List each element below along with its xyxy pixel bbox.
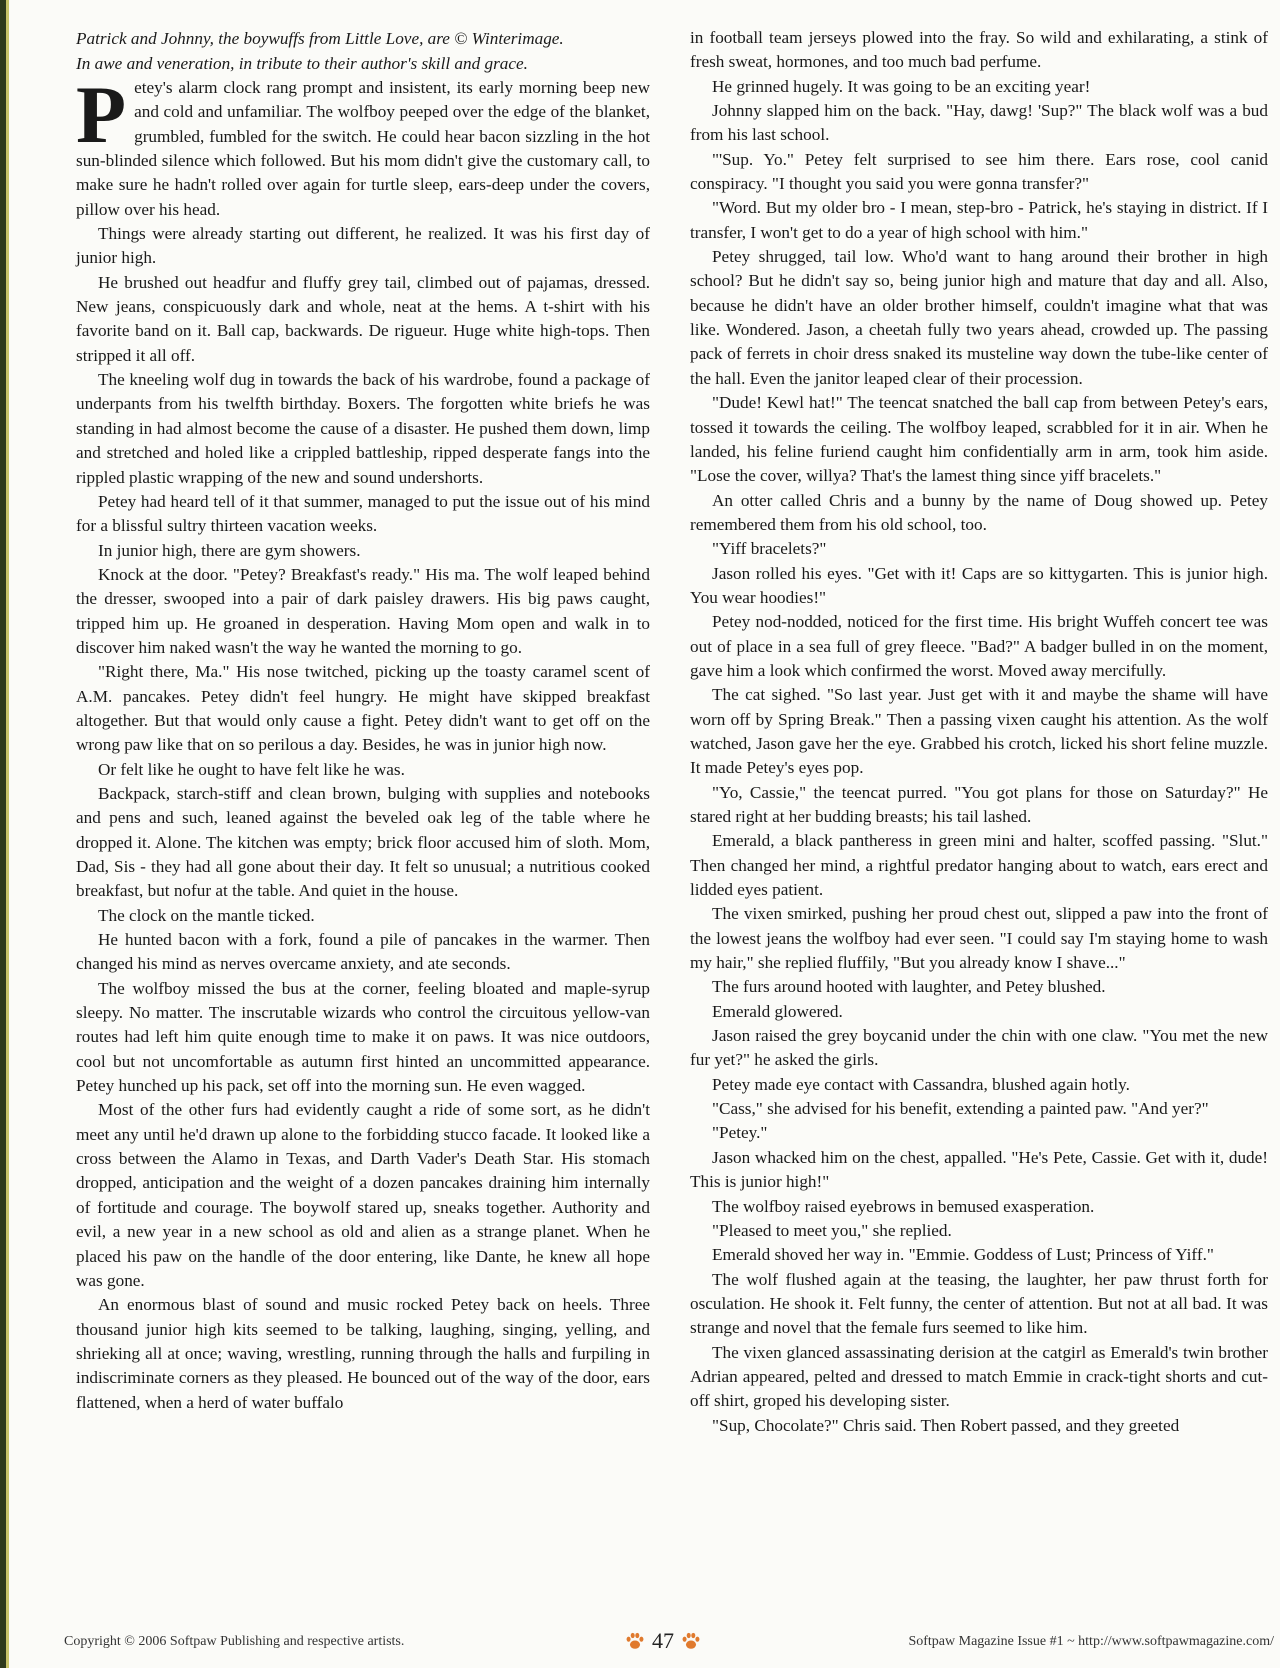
paw-print-icon bbox=[680, 1630, 702, 1652]
paragraph: An otter called Chris and a bunny by the name of Doug showed up. Petey remembered them from his old school, too. bbox=[690, 490, 1268, 534]
paragraph: Petey shrugged, tail low. Who'd want to hang around their brother in high school? But he didn't say so, being junior high and mature that day and all. Also, because he didn't have an older brother himself, couldn't imagine what that was like. Wondered. Jason, a cheetah fully two years ahead, crowded up. The passing pack of ferrets in choir dress snaked its musteline way down the tube-like center of the hall. Even the janitor leaped clear of their procession. bbox=[690, 247, 1268, 388]
right-column-paragraphs bbox=[690, 26, 1268, 1438]
left-column-paragraphs bbox=[76, 222, 650, 1415]
paragraph: Petey had heard tell of it that summer, managed to put the issue out of his mind for a blissful sultry thirteen vacation weeks. bbox=[76, 491, 650, 536]
paragraph: Jason raised the grey boycanid under the chin with one claw. "You met the new fur yet?" he asked the girls. bbox=[690, 1026, 1268, 1070]
left-column bbox=[76, 26, 650, 1415]
dedication bbox=[76, 26, 650, 76]
paragraph: "Petey." bbox=[712, 1123, 768, 1143]
paragraph: The wolfboy raised eyebrows in bemused exasperation. bbox=[712, 1196, 1095, 1216]
paragraph: He brushed out headfur and fluffy grey tail, climbed out of pajamas, dressed. New jeans, conspicuously dark and whole, neat at the hems. A t-shirt with his favorite band on it. Ball cap, backwards. De rigueur. Huge white high-tops. Then stripped it all off. bbox=[76, 272, 650, 365]
paragraph: Most of the other furs had evidently caught a ride of some sort, as he didn't meet any until he'd drawn up alone to the forbidding stucco facade. It looked like a cross between the Alamo in Texas, and Darth Vader's Death Star. His stomach dropped, anticipation and the weight of a dozen pancakes draining him internally of fortitude and courage. The boywolf stared up, sneaks together. Authority and evil, a new year in a new school as old and alien as a strange planet. When he placed his paw on the handle of the door entering, like Dante, he knew all hope was gone. bbox=[76, 1100, 650, 1290]
paragraph: An enormous blast of sound and music rocked Petey back on heels. Three thousand junior high kits seemed to be talking, laughing, singing, yelling, and shrieking all at once; waving, wrestling, running through the halls and furpiling in indiscriminate corners as they pleased. He bounced out of the way of the door, ears flattened, when a herd of water buffalo bbox=[76, 1295, 650, 1412]
paragraph: Jason whacked him on the chest, appalled. "He's Pete, Cassie. Get with it, dude! This is junior high!" bbox=[690, 1147, 1268, 1192]
paragraph: Petey made eye contact with Cassandra, blushed again hotly. bbox=[712, 1074, 1130, 1094]
issue-info: Softpaw Magazine Issue #1 ~ http://www.softpawmagazine.com/ bbox=[908, 1634, 1274, 1649]
drop-cap: P bbox=[76, 69, 127, 160]
paragraph: The furs around hooted with laughter, and Petey blushed. bbox=[712, 977, 1106, 997]
paragraph: The cat sighed. "So last year. Just get with it and maybe the shame will have worn off by Spring Break." Then a passing vixen caught his attention. As the wolf watched, Jason gave her the eye. Grabbed his crotch, licked his short feline muzzle. It made Petey's eyes pop. bbox=[690, 685, 1268, 778]
paragraph: The wolf flushed again at the teasing, the laughter, her paw thrust forth for osculation. He shook it. Felt funny, the center of attention. But not at all bad. It was strange and novel that the female furs seemed to like him. bbox=[690, 1269, 1268, 1338]
paragraph: Emerald shoved her way in. "Emmie. Goddess of Lust; Princess of Yiff." bbox=[712, 1245, 1214, 1265]
paragraph: He hunted bacon with a fork, found a pile of pancakes in the warmer. Then changed his mind as nerves overcame anxiety, and ate seconds. bbox=[76, 930, 650, 974]
page-number-box bbox=[624, 1628, 702, 1654]
paragraph: The kneeling wolf dug in towards the back of his wardrobe, found a package of underpants from his twelfth birthday. Boxers. The forgotten white briefs he was standing in had almost become the cause of a disaster. He pushed them down, limp and stretched and holed like a crippled battleship, ripped desperate fangs into the rippled plastic wrapping of the new and sound undershorts. bbox=[76, 370, 650, 487]
copyright-notice: Copyright © 2006 Softpaw Publishing and respective artists. bbox=[64, 1634, 405, 1649]
paragraph: The vixen smirked, pushing her proud chest out, slipped a paw into the front of the lowest jeans the wolfboy had ever seen. "I could say I'm staying home to wash my hair," she replied fluffily, "But you already know I shave..." bbox=[690, 904, 1268, 973]
paw-print-icon bbox=[624, 1630, 646, 1652]
paragraph: He grinned hugely. It was going to be an exciting year! bbox=[712, 76, 1091, 96]
paragraph: The vixen glanced assassinating derision at the catgirl as Emerald's twin brother Adrian appeared, pelted and dressed to match Emmie in crack-tight shorts and cut-off shirt, groped his developing sister. bbox=[690, 1342, 1268, 1411]
paragraph: "Cass," she advised for his benefit, extending a painted paw. "And yer?" bbox=[712, 1099, 1209, 1119]
paragraph: Johnny slapped him on the back. "Hay, dawg! 'Sup?" The black wolf was a bud from his last school. bbox=[690, 101, 1268, 145]
paragraph: "Word. But my older bro - I mean, step-bro - Patrick, he's staying in district. If I transfer, I won't get to do a year of high school with him." bbox=[690, 198, 1268, 242]
paragraph: "Yo, Cassie," the teencat purred. "You got plans for those on Saturday?" He stared right at her budding breasts; his tail lashed. bbox=[690, 782, 1268, 826]
paragraph: Things were already starting out different, he realized. It was his first day of junior high. bbox=[76, 224, 650, 268]
paragraph: Backpack, starch-stiff and clean brown, bulging with supplies and notebooks and pens and such, leaned against the beveled oak leg of the table where he dropped it. Alone. The kitchen was empty; brick floor accused him of sloth. Mom, Dad, Sis - they had all gone about their day. It felt so unusual; a nutritious cooked breakfast, but nofur at the table. And quiet in the house. bbox=[76, 783, 650, 901]
dedication-line-2: In awe and veneration, in tribute to their author's skill and grace. bbox=[76, 54, 528, 73]
first-paragraph-text: etey's alarm clock rang prompt and insistent, its early morning beep new and cold and unfamiliar. The wolfboy peeped over the edge of the blanket, grumbled, fumbled for the switch. He could hear bacon sizzling in the hot sun-blinded silence which followed. But his mom didn't give the customary call, to make sure he hadn't rolled over again for turtle sleep, ears-deep under the covers, pillow over his head. bbox=[76, 78, 650, 219]
paragraph: In junior high, there are gym showers. bbox=[98, 540, 361, 560]
page-edge-decoration bbox=[0, 0, 6, 1668]
first-paragraph bbox=[76, 69, 650, 222]
paragraph: "Right there, Ma." His nose twitched, picking up the toasty caramel scent of A.M. pancakes. Petey didn't feel hungry. He might have skipped breakfast altogether. But that would only cause a fight. Petey didn't want to get off on the wrong paw like that on so perilous a day. Besides, he was in junior high now. bbox=[76, 662, 650, 755]
paragraph: "Dude! Kewl hat!" The teencat snatched the ball cap from between Petey's ears, tossed it towards the ceiling. The wolfboy leaped, scrabbled for it in air. When he landed, his feline furiend caught him confidentially arm in arm, took him aside. "Lose the cover, willya? That's the lamest thing since yiff bracelets." bbox=[690, 393, 1268, 486]
dedication-line-1: Patrick and Johnny, the boywuffs from Little Love, are © Winterimage. bbox=[76, 29, 564, 48]
right-column bbox=[690, 26, 1268, 1438]
page-footer bbox=[64, 1628, 1274, 1658]
paragraph: Emerald glowered. bbox=[712, 1001, 843, 1021]
paragraph: The wolfboy missed the bus at the corner, feeling bloated and maple-syrup sleepy. No matter. The inscrutable wizards who control the circuitous yellow-van routes had left him quite enough time to make it on paws. It was nice outdoors, cool but not uncomfortable as autumn first hinted an uncommitted appearance. Petey hunched up his pack, set off into the morning sun. He even wagged. bbox=[76, 978, 650, 1096]
paragraph: Jason rolled his eyes. "Get with it! Caps are so kittygarten. This is junior high. You wear hoodies!" bbox=[690, 563, 1268, 607]
paragraph: "Sup, Chocolate?" Chris said. Then Robert passed, and they greeted bbox=[712, 1415, 1180, 1435]
paragraph: in football team jerseys plowed into the fray. So wild and exhilarating, a stink of fresh sweat, hormones, and too much bad perfume. bbox=[690, 28, 1268, 72]
paragraph: "'Sup. Yo." Petey felt surprised to see him there. Ears rose, cool canid conspiracy. "I thought you said you were gonna transfer?" bbox=[690, 149, 1268, 194]
page-number: 47 bbox=[652, 1628, 674, 1653]
paragraph: Emerald, a black pantheress in green mini and halter, scoffed passing. "Slut." Then changed her mind, a rightful predator hanging about to watch, ears erect and lidded eyes patient. bbox=[690, 831, 1268, 900]
paragraph: Knock at the door. "Petey? Breakfast's ready." His ma. The wolf leaped behind the dresser, swooped into a pair of dark paisley drawers. His big paws caught, tripped him up. He groaned in desperation. Having Mom open and walk in to discover him naked wasn't the way he wanted the morning to go. bbox=[76, 564, 650, 657]
paragraph: "Yiff bracelets?" bbox=[712, 539, 827, 559]
paragraph: The clock on the mantle ticked. bbox=[98, 905, 315, 925]
paragraph: "Pleased to meet you," she replied. bbox=[712, 1220, 952, 1240]
paragraph: Or felt like he ought to have felt like he was. bbox=[98, 759, 405, 779]
paragraph: Petey nod-nodded, noticed for the first time. His bright Wuffeh concert tee was out of place in a sea full of grey fleece. "Bad?" A badger bulled in on the moment, gave him a look which confirmed the worst. Moved away mercifully. bbox=[690, 612, 1268, 680]
